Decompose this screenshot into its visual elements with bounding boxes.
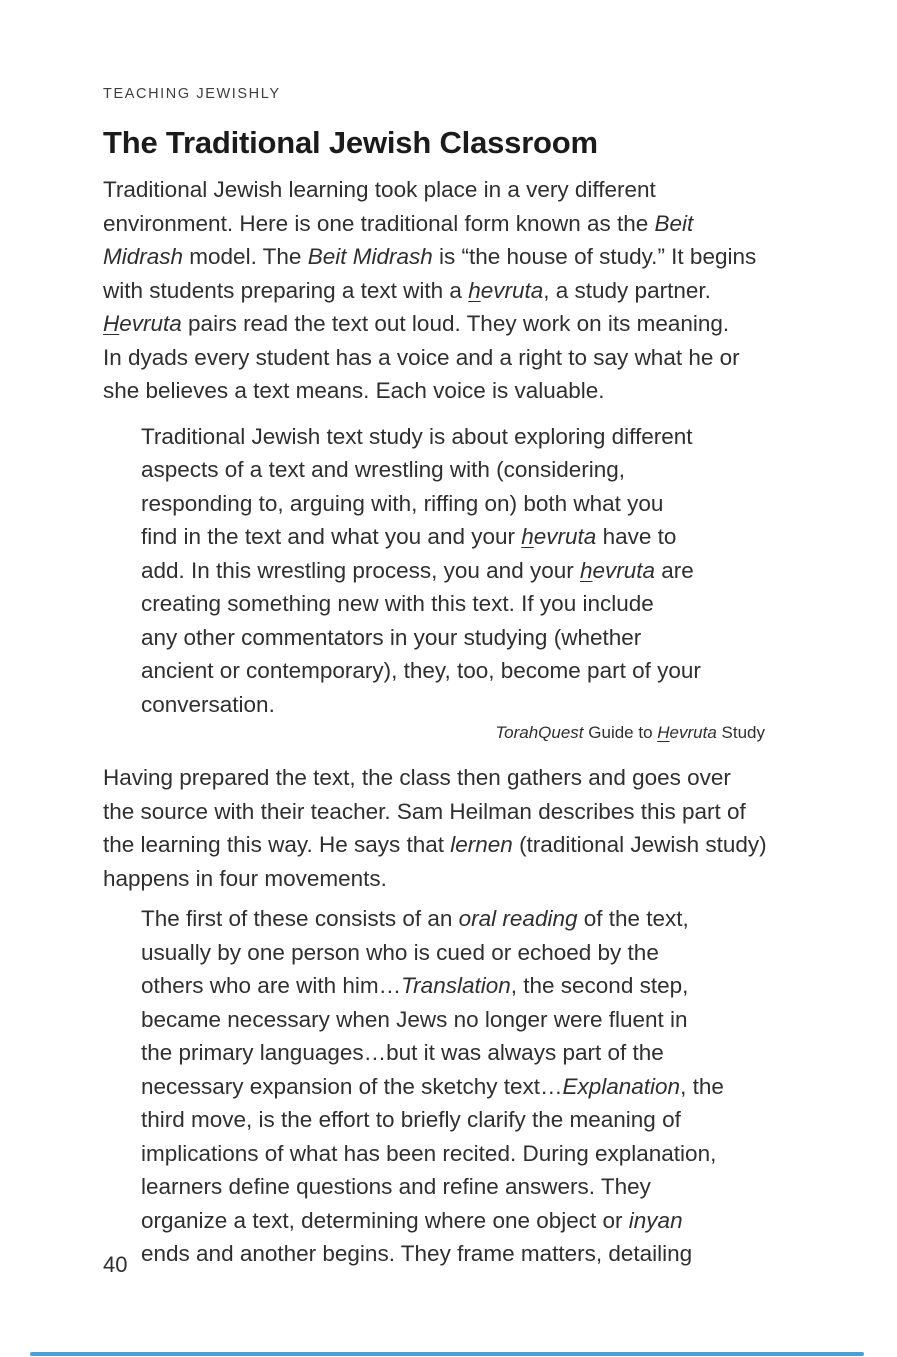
text-column xyxy=(103,0,808,1271)
text-line: the learning this way. He says that lernen (traditional Jewish study) xyxy=(103,832,767,857)
text-line: any other commentators in your studying (whether xyxy=(141,624,642,650)
bottom-accent-bar xyxy=(30,1352,864,1356)
text-line: Midrash model. The Beit Midrash is “the house of study.” It begins xyxy=(103,244,757,269)
text-line: TorahQuest Guide to Hevruta Study xyxy=(495,723,765,742)
block-quote-hevruta xyxy=(141,420,808,722)
transition-paragraph xyxy=(103,761,808,895)
text-line: Hevruta pairs read the text out loud. They work on its meaning. xyxy=(103,311,730,336)
text-line: conversation. xyxy=(141,691,275,717)
text-line: third move, is the effort to briefly clarify the meaning of xyxy=(141,1107,681,1132)
text-line: ancient or contemporary), they, too, become part of your xyxy=(141,658,701,683)
text-line: aspects of a text and wrestling with (considering, xyxy=(141,457,625,482)
quote-attribution xyxy=(103,722,808,744)
text-line: Traditional Jewish learning took place in a very different xyxy=(103,177,656,202)
text-line: became necessary when Jews no longer were fluent in xyxy=(141,1006,688,1032)
running-head: TEACHING JEWISHLY xyxy=(103,86,281,102)
text-line: the primary languages…but it was always part of the xyxy=(141,1040,664,1065)
text-line: responding to, arguing with, riffing on) both what you xyxy=(141,490,664,516)
text-line: environment. Here is one traditional form known as the Beit xyxy=(103,210,694,236)
chapter-title: The Traditional Jewish Classroom xyxy=(103,125,598,160)
text-line: organize a text, determining where one object or inyan xyxy=(141,1207,683,1233)
text-line: the source with their teacher. Sam Heilman describes this part of xyxy=(103,798,746,824)
text-line: learners define questions and refine answers. They xyxy=(141,1174,651,1199)
text-line: Having prepared the text, the class then gathers and goes over xyxy=(103,765,731,790)
text-line: she believes a text means. Each voice is valuable. xyxy=(103,378,605,403)
page-number: 40 xyxy=(103,1252,128,1277)
text-line: find in the text and what you and your hevruta have to xyxy=(141,524,677,549)
intro-paragraph xyxy=(103,173,808,408)
block-quote-heilman xyxy=(141,902,808,1271)
text-line: The first of these consists of an oral reading of the text, xyxy=(141,906,689,931)
text-line: necessary expansion of the sketchy text…Explanation, the xyxy=(141,1073,724,1099)
text-line: others who are with him…Translation, the second step, xyxy=(141,973,689,998)
text-line: In dyads every student has a voice and a right to say what he or xyxy=(103,344,740,370)
text-line: happens in four movements. xyxy=(103,865,387,891)
text-line: creating something new with this text. If you include xyxy=(141,591,654,616)
text-line: ends and another begins. They frame matters, detailing xyxy=(141,1241,693,1266)
text-line: implications of what has been recited. During explanation, xyxy=(141,1140,717,1166)
text-line: Traditional Jewish text study is about exploring different xyxy=(141,423,693,449)
text-line: add. In this wrestling process, you and your hevruta are xyxy=(141,557,694,583)
text-line: with students preparing a text with a hevruta, a study partner. xyxy=(103,277,711,303)
text-line: usually by one person who is cued or echoed by the xyxy=(141,939,659,965)
